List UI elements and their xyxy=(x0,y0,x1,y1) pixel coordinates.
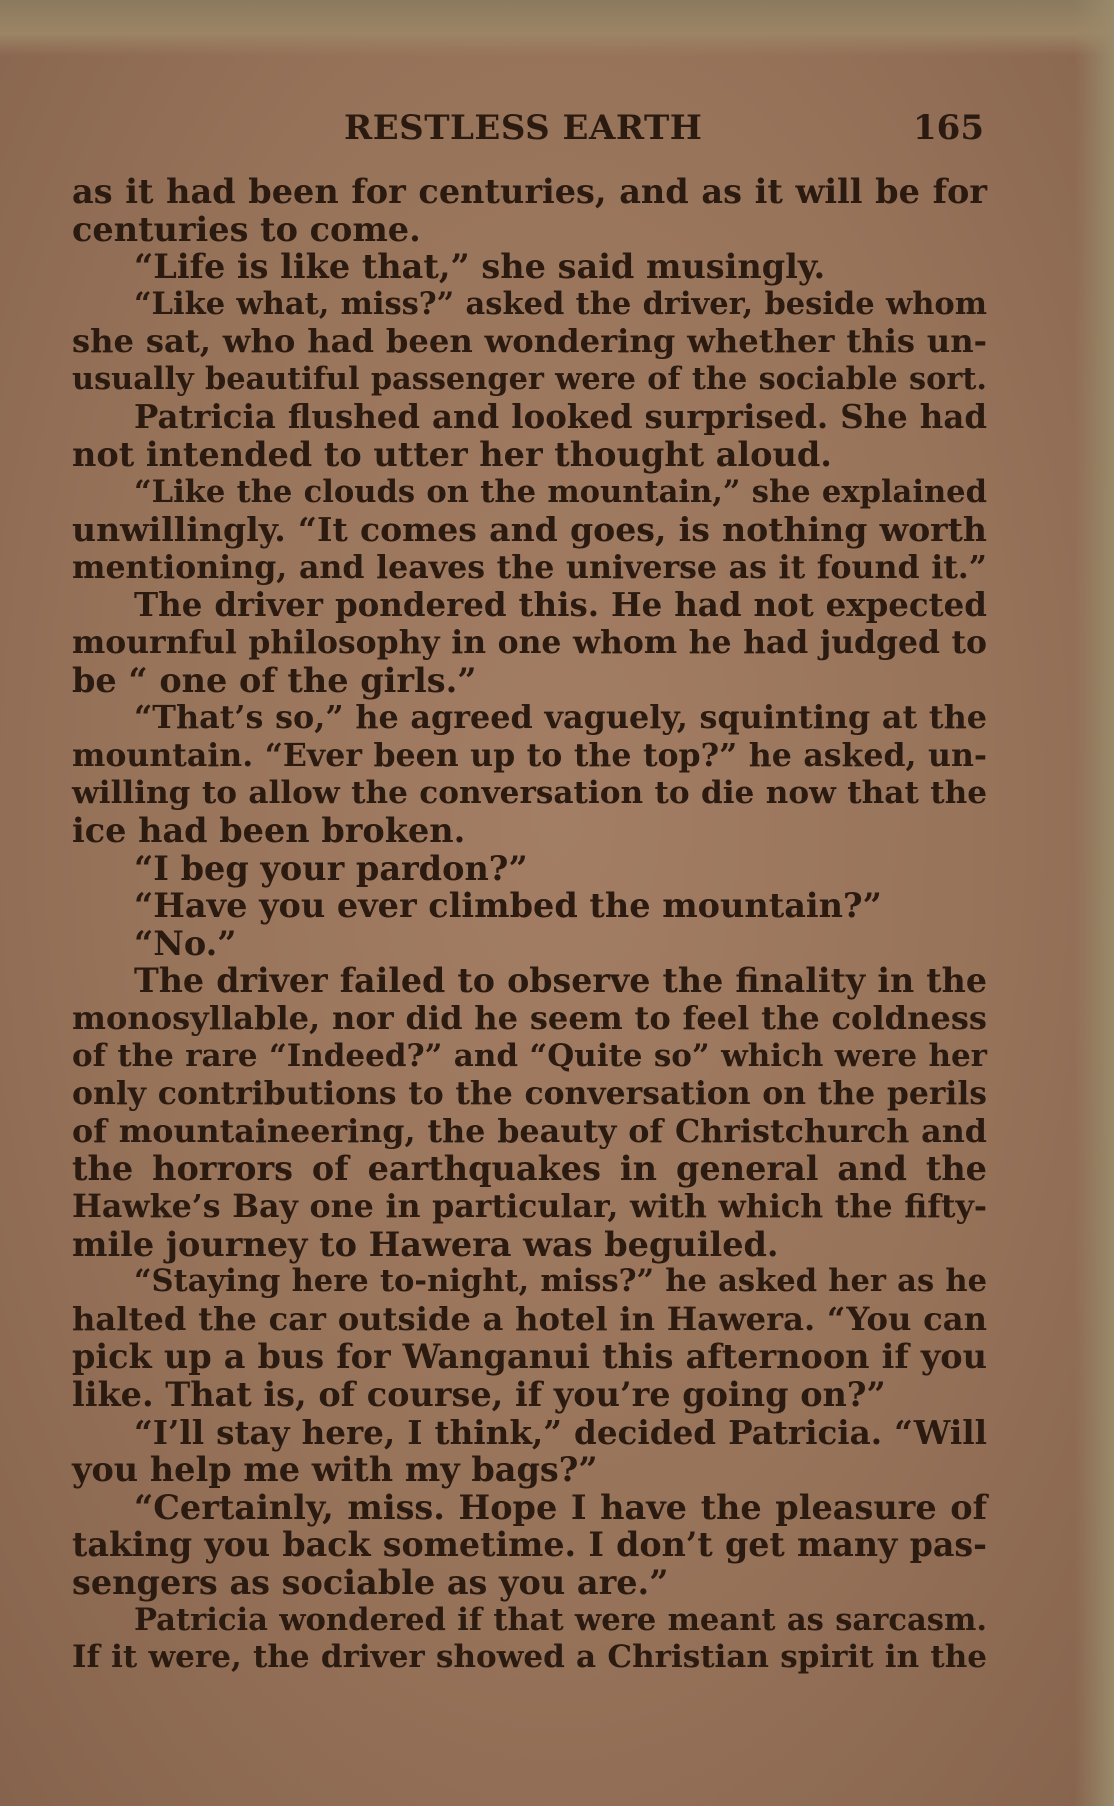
text-line: monosyllable, nor did he seem to feel the coldness xyxy=(72,999,987,1038)
text-line: mentioning, and leaves the universe as it found it.” xyxy=(72,548,987,586)
text-line: “Staying here to-night, miss?” he asked her as he xyxy=(134,1263,987,1300)
text-line: If it were, the driver showed a Christian spirit in the xyxy=(72,1639,987,1676)
page-top-edge xyxy=(0,0,1114,56)
text-line: Hawke’s Bay one in particular, with which the fifty- xyxy=(72,1188,987,1226)
text-line: “Like what, miss?” asked the driver, beside whom xyxy=(134,285,987,322)
text-line: pick up a bus for Wanganui this afternoon if you xyxy=(72,1337,987,1377)
text-line: only contributions to the conversation on the perils xyxy=(72,1075,987,1113)
text-line: ice had been broken. xyxy=(72,811,466,851)
text-line: Patricia flushed and looked surprised. She had xyxy=(134,397,987,436)
text-line: unwillingly. “It comes and goes, is nothing worth xyxy=(72,510,987,550)
text-line: “Certainly, miss. Hope I have the pleasure of xyxy=(134,1487,987,1527)
page-number: 165 xyxy=(913,108,984,148)
text-line: “I beg your pardon?” xyxy=(134,848,528,888)
text-line: “That’s so,” he agreed vaguely, squinting at the xyxy=(134,698,987,737)
text-line: Patricia wondered if that were meant as sarcasm. xyxy=(134,1601,987,1638)
text-line: mournful philosophy in one whom he had judged to xyxy=(72,624,987,662)
text-line: centuries to come. xyxy=(72,209,421,249)
text-line: as it had been for centuries, and as it will be for xyxy=(72,172,987,211)
page-right-edge xyxy=(1074,0,1114,1806)
text-line: “No.” xyxy=(134,923,237,963)
text-line: halted the car outside a hotel in Hawera. “You can xyxy=(72,1299,987,1338)
text-line: of mountaineering, the beauty of Christchurch and xyxy=(72,1112,987,1150)
running-title: RESTLESS EARTH xyxy=(344,108,703,148)
text-line: The driver failed to observe the finality in the xyxy=(134,961,987,1001)
text-line: mountain. “Ever been up to the top?” he asked, un- xyxy=(72,736,987,774)
page-header xyxy=(74,108,984,158)
text-line: not intended to utter her thought aloud. xyxy=(72,435,832,475)
text-line: “Like the clouds on the mountain,” she explained xyxy=(134,473,987,510)
body-text xyxy=(72,173,987,1677)
text-line: she sat, who had been wondering whether this un- xyxy=(72,322,987,361)
text-line: taking you back sometime. I don’t get many pas- xyxy=(72,1525,987,1565)
text-line: “I’ll stay here, I think,” decided Patricia. “Will xyxy=(134,1412,987,1452)
text-line: you help me with my bags?” xyxy=(72,1450,598,1490)
text-line: usually beautiful passenger were of the sociable sort. xyxy=(72,360,987,397)
text-line: the horrors of earthquakes in general and the xyxy=(72,1149,987,1189)
text-line: be “ one of the girls.” xyxy=(72,660,477,700)
text-line: like. That is, of course, if you’re going on?” xyxy=(72,1375,886,1414)
text-line: The driver pondered this. He had not expected xyxy=(134,585,987,624)
text-line: sengers as sociable as you are.” xyxy=(72,1562,669,1602)
text-line: “Have you ever climbed the mountain?” xyxy=(134,886,882,926)
text-line: willing to allow the conversation to die now that the xyxy=(72,774,987,811)
text-line: of the rare “Indeed?” and “Quite so” which were her xyxy=(72,1037,987,1074)
text-line: “Life is like that,” she said musingly. xyxy=(134,247,826,287)
text-line: mile journey to Hawera was beguiled. xyxy=(72,1224,779,1264)
